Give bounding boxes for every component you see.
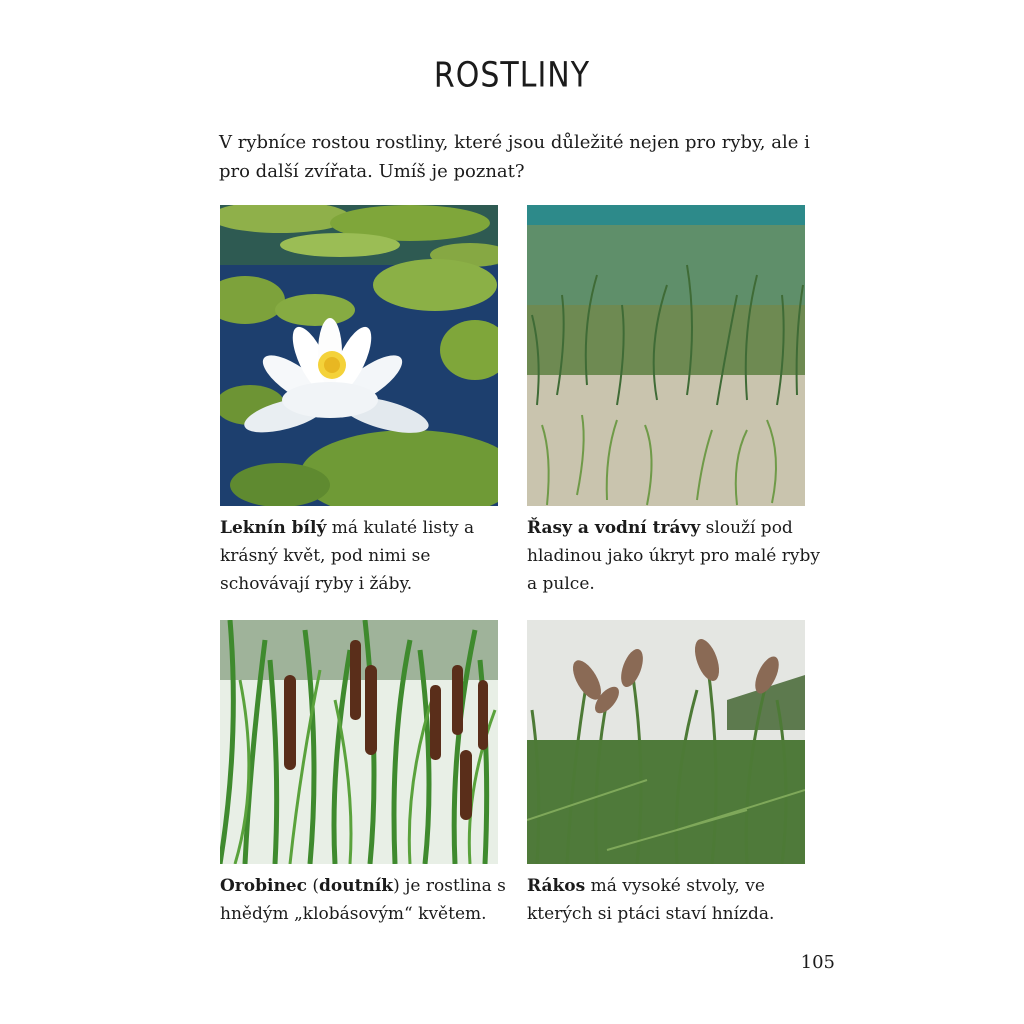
caption-water-grass <box>527 514 822 598</box>
caption-text: slouží pod hladinou jako úkryt pro malé ryby a pulce. <box>527 518 820 594</box>
plant-name: Rákos <box>527 876 586 896</box>
caption-cattail <box>220 872 515 928</box>
caption-reed <box>527 872 822 928</box>
reed-photo <box>527 620 805 864</box>
caption-text: je rostlina s hnědým „klobásovým“ květem. <box>220 876 506 924</box>
plant-name: Orobinec <box>220 876 307 896</box>
water-grass-photo <box>527 205 805 506</box>
caption-text: má vysoké stvoly, ve kterých si ptáci staví hnízda. <box>527 876 775 924</box>
page-title: ROSTLINY <box>433 55 591 96</box>
page-number: 105 <box>800 952 835 973</box>
plant-name: Leknín bílý <box>220 518 327 538</box>
caption-paren-open: ( <box>306 876 320 896</box>
caption-text: má kulaté listy a krásný květ, pod nimi se schovávají ryby i žáby. <box>220 518 475 594</box>
intro-paragraph: V rybníce rostou rostliny, které jsou důležité nejen pro ryby, ale i pro další zvířata. Umíš je poznat? <box>219 132 810 182</box>
cattail-photo <box>220 620 498 864</box>
caption-paren-close: ) <box>393 876 400 896</box>
plant-name: Řasy a vodní trávy <box>527 518 701 538</box>
water-lily-photo <box>220 205 498 506</box>
plant-alt-name: doutník <box>319 876 394 896</box>
caption-water-lily <box>220 514 515 598</box>
